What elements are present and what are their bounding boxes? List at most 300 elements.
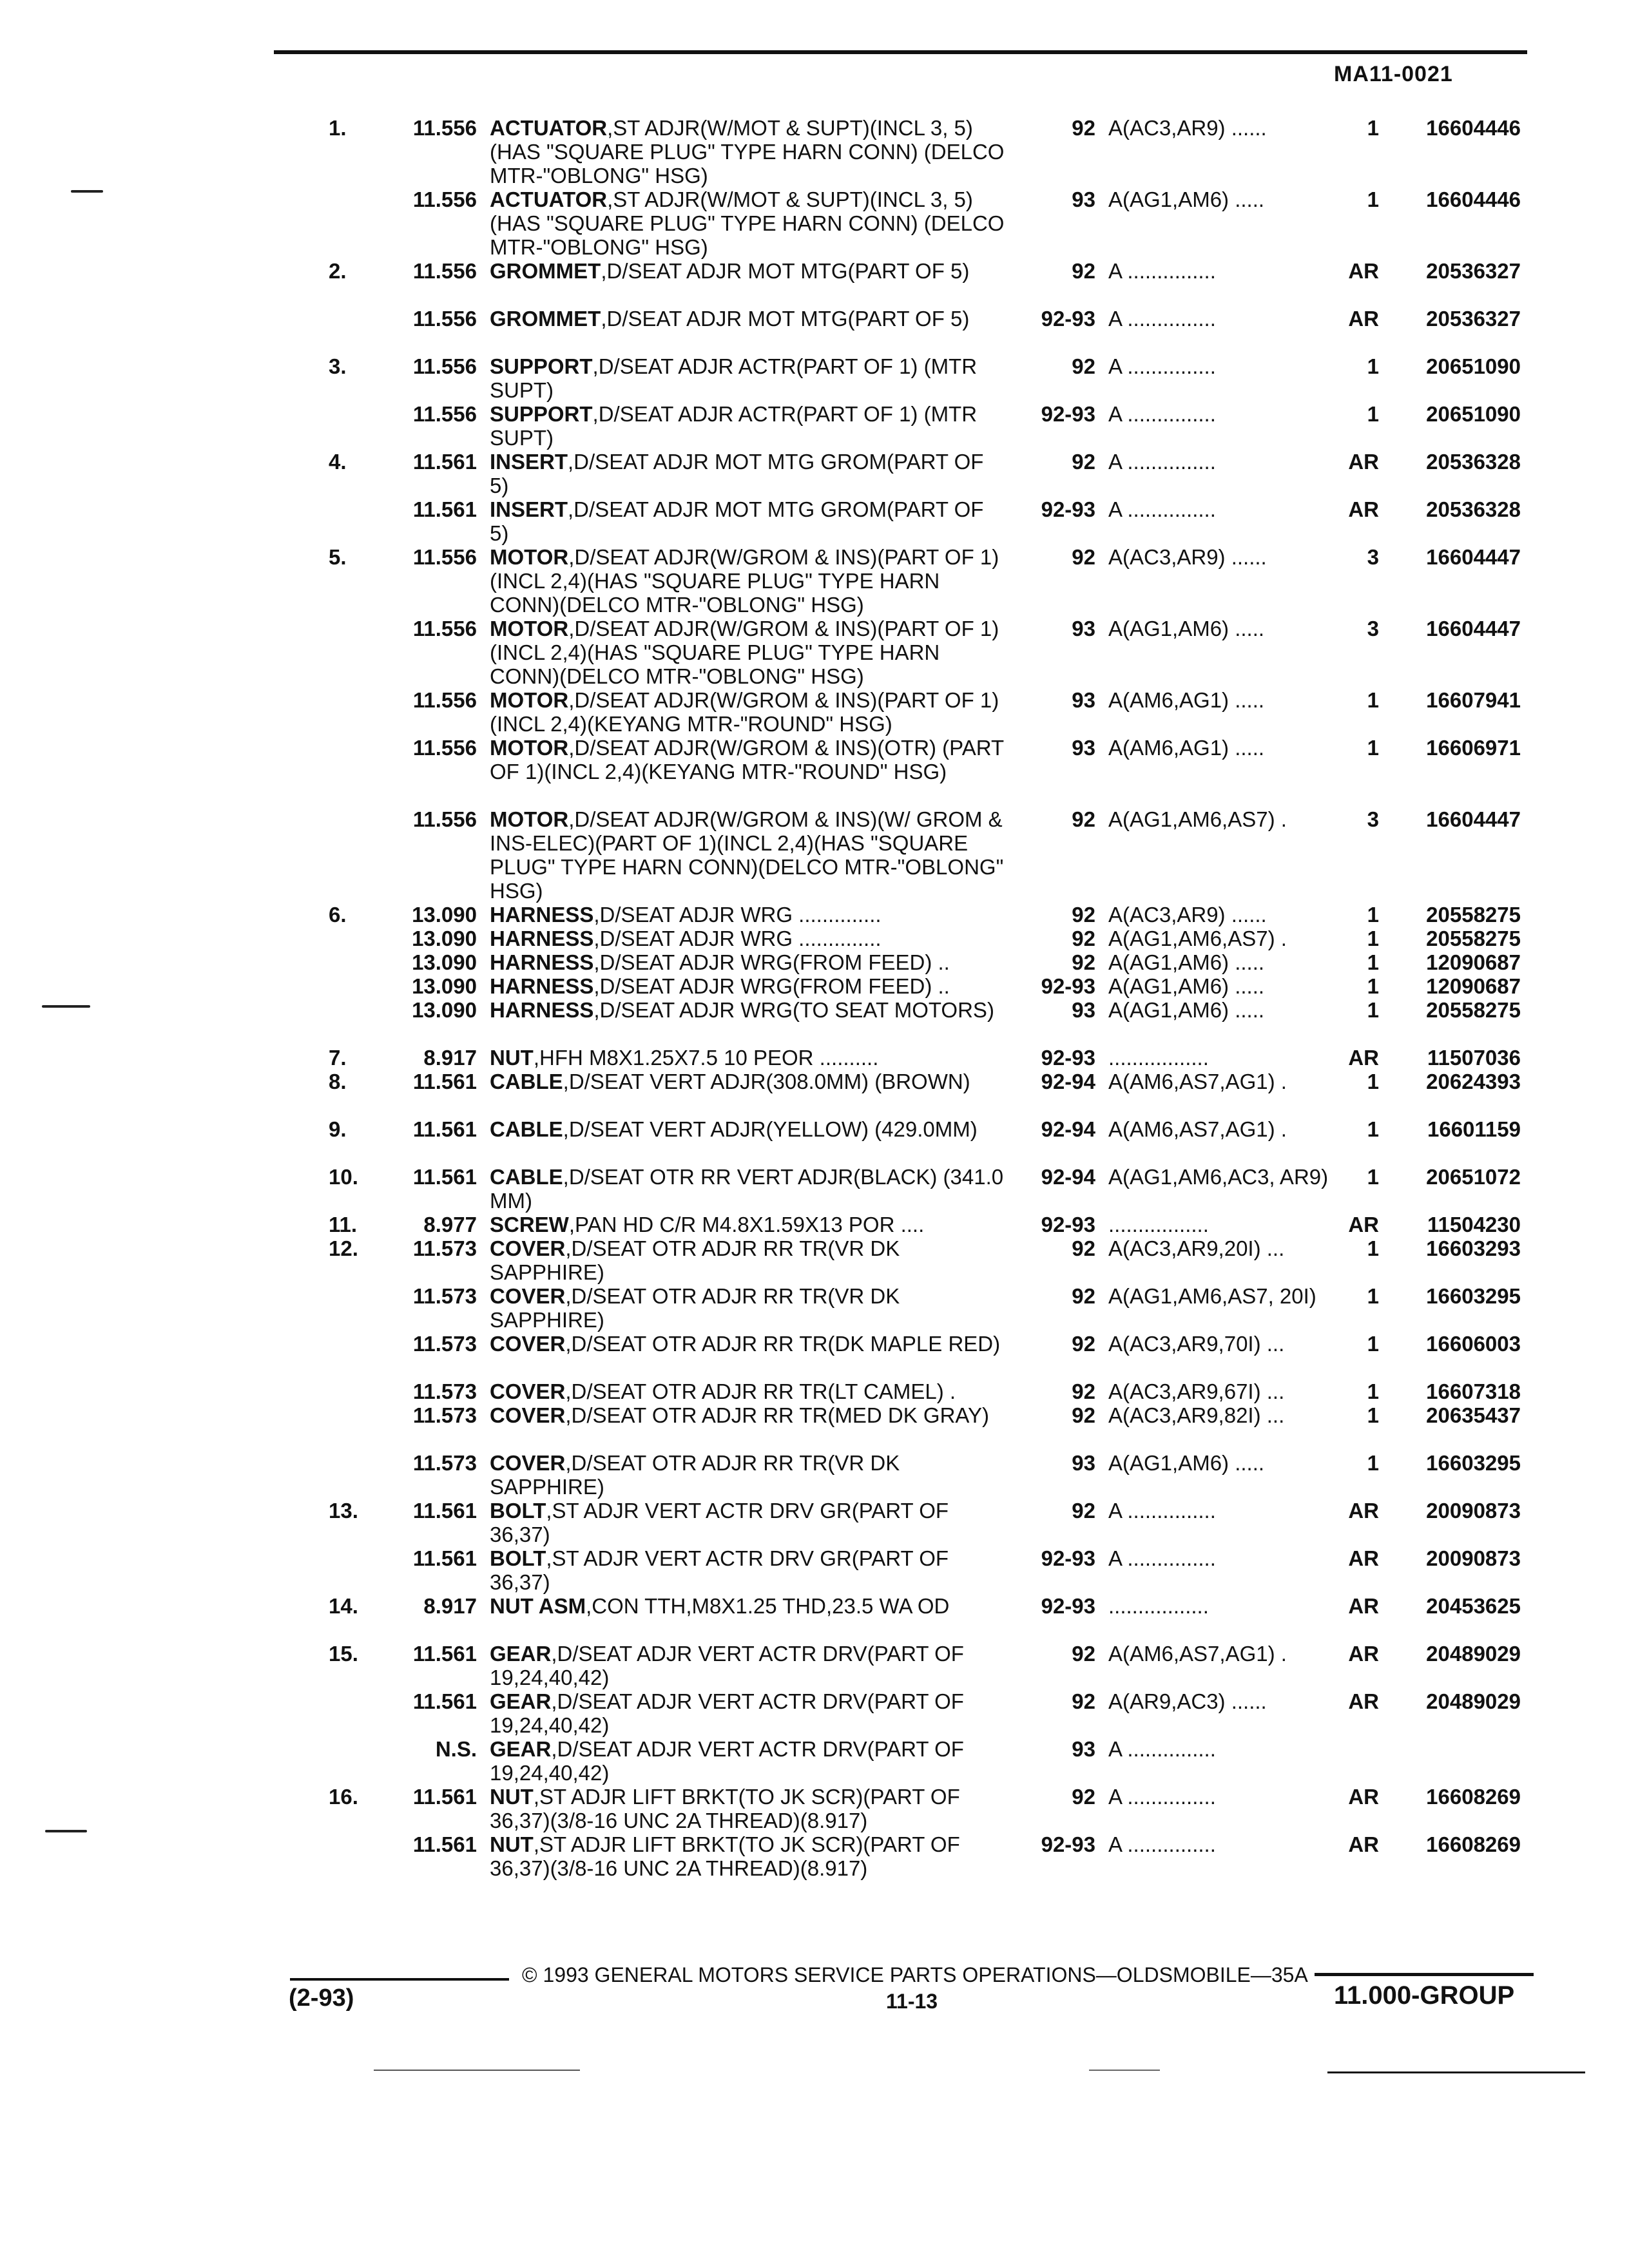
part-years: 93 (1072, 1451, 1095, 1475)
part-quantity: 1 (1367, 1236, 1379, 1260)
part-detail: ,ST ADJR LIFT BRKT(TO JK SCR)(PART OF 36,37)(3/8-16 UNC 2A THREAD)(8.917) (490, 1785, 960, 1832)
part-detail: ,D/SEAT ADJR(W/GROM & INS)(PART OF 1)(INCL 2,4)(KEYANG MTR-"ROUND" HSG) (490, 688, 999, 736)
part-group-number: 11.561 (412, 1165, 477, 1189)
part-years: 92 (1072, 354, 1095, 378)
part-description (490, 1689, 1005, 1737)
part-years: 92 (1072, 927, 1095, 950)
part-number: 16603293 (1426, 1236, 1521, 1260)
part-group-number: 11.573 (412, 1403, 477, 1427)
part-number: 20558275 (1426, 927, 1521, 950)
part-description (490, 1332, 1005, 1356)
part-detail: ,D/SEAT ADJR ACTR(PART OF 1) (MTR SUPT) (490, 354, 978, 402)
part-description (490, 1451, 1005, 1499)
part-number: 16603295 (1426, 1284, 1521, 1308)
part-body-usage: A(AM6,AS7,AG1) . (1108, 1117, 1287, 1141)
part-number: 20453625 (1426, 1594, 1521, 1618)
part-body-usage: A(AG1,AM6) ..... (1108, 950, 1265, 974)
part-years: 92 (1072, 450, 1095, 474)
part-body-usage: A(AG1,AM6,AS7, 20I) (1108, 1284, 1316, 1308)
part-years: 92-93 (1041, 1546, 1095, 1570)
part-row (0, 1689, 1629, 1737)
part-description (490, 1642, 1005, 1689)
part-number: 11507036 (1427, 1046, 1521, 1070)
part-body-usage: A(AC3,AR9,70I) ... (1108, 1332, 1285, 1356)
part-ref-number: 2. (329, 259, 347, 283)
part-quantity: 1 (1367, 927, 1379, 950)
part-description (490, 903, 1005, 927)
footer-copyright: © 1993 GENERAL MOTORS SERVICE PARTS OPERATIONS—OLDSMOBILE—35A (522, 1963, 1308, 1986)
part-years: 92 (1072, 545, 1095, 569)
part-description (490, 807, 1005, 903)
part-description (490, 497, 1005, 545)
part-row (0, 1236, 1629, 1284)
part-number: 16604447 (1426, 617, 1521, 640)
part-body-usage: A(AM6,AS7,AG1) . (1108, 1642, 1287, 1666)
part-name: HARNESS (490, 950, 594, 974)
part-row (0, 903, 1629, 927)
footer-rule-left (290, 1978, 509, 1981)
part-years: 92-93 (1041, 497, 1095, 521)
part-number: 20624393 (1426, 1070, 1521, 1093)
part-years: 92-93 (1041, 402, 1095, 426)
part-name: HARNESS (490, 903, 594, 927)
part-name: COVER (490, 1236, 566, 1260)
part-row (0, 1379, 1629, 1403)
part-name: INSERT (490, 497, 568, 521)
part-years: 92 (1072, 116, 1095, 140)
part-group-number: 13.090 (412, 903, 477, 927)
part-ref-number: 8. (329, 1070, 347, 1093)
part-years: 92 (1072, 1785, 1095, 1809)
part-row (0, 307, 1629, 354)
part-name: BOLT (490, 1499, 546, 1523)
part-number: 20489029 (1426, 1642, 1521, 1666)
part-name: SCREW (490, 1213, 569, 1236)
part-detail: ,D/SEAT ADJR MOT MTG GROM(PART OF 5) (490, 450, 984, 497)
part-detail: ,D/SEAT OTR ADJR RR TR(VR DK SAPPHIRE) (490, 1284, 900, 1332)
part-quantity: 1 (1367, 1165, 1379, 1189)
part-group-number: 13.090 (412, 974, 477, 998)
part-group-number: 11.556 (412, 307, 477, 331)
part-body-usage: A ............... (1108, 1546, 1216, 1570)
part-detail: ,D/SEAT ADJR WRG .............. (593, 903, 882, 927)
part-row (0, 974, 1629, 998)
footer-group: 11.000-GROUP (1334, 1981, 1515, 2010)
part-group-number: 11.561 (412, 497, 477, 521)
part-detail: ,HFH M8X1.25X7.5 10 PEOR .......... (533, 1046, 879, 1070)
part-name: COVER (490, 1451, 566, 1475)
part-number: 20558275 (1426, 998, 1521, 1022)
part-description (490, 998, 1005, 1022)
part-row (0, 497, 1629, 545)
part-row (0, 402, 1629, 450)
part-group-number: 11.561 (412, 1070, 477, 1093)
part-detail: ,D/SEAT ADJR VERT ACTR DRV(PART OF 19,24,40,42) (490, 1737, 964, 1785)
part-name: NUT (490, 1046, 534, 1070)
part-ref-number: 3. (329, 354, 347, 378)
header-rule (274, 50, 1527, 54)
part-description (490, 545, 1005, 617)
part-body-usage: A(AG1,AM6) ..... (1108, 617, 1265, 640)
part-number: 16607941 (1426, 688, 1521, 712)
part-quantity: 3 (1367, 545, 1379, 569)
part-years: 93 (1072, 617, 1095, 640)
part-number: 11504230 (1427, 1213, 1521, 1236)
part-years: 92-93 (1041, 1832, 1095, 1856)
part-body-usage: A(AC3,AR9,82I) ... (1108, 1403, 1285, 1427)
part-group-number: 11.556 (412, 617, 477, 640)
part-description (490, 187, 1005, 259)
part-body-usage: A ............... (1108, 354, 1216, 378)
part-name: NUT ASM (490, 1594, 586, 1618)
part-detail: ,D/SEAT ADJR VERT ACTR DRV(PART OF 19,24,40,42) (490, 1642, 964, 1689)
part-row (0, 617, 1629, 688)
part-ref-number: 9. (329, 1117, 347, 1141)
part-years: 92 (1072, 1236, 1095, 1260)
part-quantity: AR (1348, 1046, 1379, 1070)
part-body-usage: A(AM6,AS7,AG1) . (1108, 1070, 1287, 1093)
part-group-number: 11.556 (412, 736, 477, 760)
part-row (0, 1046, 1629, 1070)
part-name: GEAR (490, 1737, 552, 1761)
part-detail: ,D/SEAT ADJR VERT ACTR DRV(PART OF 19,24,40,42) (490, 1689, 964, 1737)
part-group-number: 11.573 (412, 1284, 477, 1308)
part-quantity: AR (1348, 497, 1379, 521)
part-name: COVER (490, 1284, 566, 1308)
part-quantity: AR (1348, 1546, 1379, 1570)
part-body-usage: A ............... (1108, 1737, 1216, 1761)
part-quantity: AR (1348, 1594, 1379, 1618)
part-body-usage: A ............... (1108, 307, 1216, 331)
part-row (0, 998, 1629, 1046)
part-detail: ,D/SEAT ADJR(W/GROM & INS)(OTR) (PART OF 1)(INCL 2,4)(KEYANG MTR-"ROUND" HSG) (490, 736, 1004, 783)
part-body-usage: A ............... (1108, 450, 1216, 474)
part-group-number: 11.561 (412, 1642, 477, 1666)
part-description (490, 1236, 1005, 1284)
part-number: 20536328 (1426, 497, 1521, 521)
part-detail: ,PAN HD C/R M4.8X1.59X13 POR .... (568, 1213, 925, 1236)
part-group-number: 11.561 (412, 1499, 477, 1523)
part-detail: ,D/SEAT ADJR WRG(TO SEAT MOTORS) (593, 998, 994, 1022)
part-years: 92-93 (1041, 1213, 1095, 1236)
part-name: NUT (490, 1785, 534, 1809)
part-ref-number: 4. (329, 450, 347, 474)
part-row (0, 927, 1629, 950)
part-body-usage: A ............... (1108, 1832, 1216, 1856)
part-description (490, 736, 1005, 783)
part-name: COVER (490, 1403, 566, 1427)
part-name: GROMMET (490, 307, 601, 331)
part-body-usage: A(AG1,AM6) ..... (1108, 974, 1265, 998)
part-name: HARNESS (490, 927, 594, 950)
part-name: MOTOR (490, 736, 569, 760)
part-row (0, 950, 1629, 974)
footer-rule-right (1315, 1973, 1534, 1976)
part-years: 92-93 (1041, 1046, 1095, 1070)
part-row (0, 1451, 1629, 1499)
part-detail: ,ST ADJR(W/MOT & SUPT)(INCL 3, 5)(HAS "SQUARE PLUG" TYPE HARN CONN) (DELCO MTR-"OBLONG" HSG) (490, 116, 1005, 187)
part-body-usage: A(AM6,AG1) ..... (1108, 688, 1265, 712)
part-detail: ,D/SEAT OTR RR VERT ADJR(BLACK) (341.0 MM) (490, 1165, 1004, 1213)
part-body-usage: ................. (1108, 1213, 1209, 1236)
part-name: HARNESS (490, 998, 594, 1022)
part-detail: ,D/SEAT OTR ADJR RR TR(DK MAPLE RED) (565, 1332, 1001, 1356)
part-years: 92 (1072, 1379, 1095, 1403)
part-group-number: 8.917 (423, 1046, 477, 1070)
part-group-number: 11.573 (412, 1451, 477, 1475)
part-years: 92-93 (1041, 307, 1095, 331)
part-description (490, 307, 1005, 331)
document-id: MA11-0021 (1334, 62, 1453, 86)
part-row (0, 1832, 1629, 1880)
part-quantity: AR (1348, 1499, 1379, 1523)
part-quantity: 1 (1367, 1403, 1379, 1427)
part-description (490, 116, 1005, 187)
part-years: 92-94 (1041, 1165, 1095, 1189)
part-group-number: 8.977 (423, 1213, 477, 1236)
part-description (490, 450, 1005, 497)
part-name: MOTOR (490, 617, 569, 640)
part-number: 12090687 (1426, 950, 1521, 974)
part-years: 92-93 (1041, 1594, 1095, 1618)
part-detail: ,D/SEAT ADJR(W/GROM & INS)(PART OF 1)(INCL 2,4)(HAS "SQUARE PLUG" TYPE HARN CONN)(DELCO MTR-"OBLONG" HSG) (490, 617, 999, 688)
part-body-usage: A ............... (1108, 497, 1216, 521)
part-description (490, 1785, 1005, 1832)
part-row (0, 1213, 1629, 1236)
part-group-number: 11.573 (412, 1332, 477, 1356)
part-body-usage: A(AR9,AC3) ...... (1108, 1689, 1267, 1713)
part-number: 20558275 (1426, 903, 1521, 927)
part-name: HARNESS (490, 974, 594, 998)
part-body-usage: A(AG1,AM6) ..... (1108, 187, 1265, 211)
part-detail: ,D/SEAT ADJR(W/GROM & INS)(W/ GROM & INS-ELEC)(PART OF 1)(INCL 2,4)(HAS "SQUARE PLUG" TYPE HARN CONN)(DELCO MTR-"OBLONG" HSG) (490, 807, 1004, 903)
part-body-usage: A ............... (1108, 402, 1216, 426)
part-row (0, 1594, 1629, 1642)
part-body-usage: A(AC3,AR9,67I) ... (1108, 1379, 1285, 1403)
part-years: 93 (1072, 187, 1095, 211)
part-row (0, 1284, 1629, 1332)
part-description (490, 1117, 1005, 1141)
part-body-usage: A ............... (1108, 1785, 1216, 1809)
part-name: GROMMET (490, 259, 601, 283)
part-detail: ,D/SEAT ADJR WRG .............. (593, 927, 882, 950)
part-row (0, 1070, 1629, 1117)
part-name: BOLT (490, 1546, 546, 1570)
part-detail: ,ST ADJR(W/MOT & SUPT)(INCL 3, 5)(HAS "SQUARE PLUG" TYPE HARN CONN) (DELCO MTR-"OBLONG" HSG) (490, 187, 1005, 259)
part-detail: ,D/SEAT ADJR(W/GROM & INS)(PART OF 1)(INCL 2,4)(HAS "SQUARE PLUG" TYPE HARN CONN)(DELCO MTR-"OBLONG" HSG) (490, 545, 999, 617)
footer-bottom-rule-c (1327, 2071, 1585, 2073)
part-group-number: 11.561 (412, 1785, 477, 1809)
part-row (0, 259, 1629, 307)
part-name: MOTOR (490, 807, 569, 831)
part-name: GEAR (490, 1689, 552, 1713)
part-quantity: 1 (1367, 1332, 1379, 1356)
part-description (490, 259, 1005, 283)
part-body-usage: ................. (1108, 1594, 1209, 1618)
part-quantity: 1 (1367, 354, 1379, 378)
part-number: 16604447 (1426, 545, 1521, 569)
part-ref-number: 14. (329, 1594, 358, 1618)
part-ref-number: 11. (329, 1213, 358, 1236)
part-quantity: 1 (1367, 1070, 1379, 1093)
part-body-usage: A(AG1,AM6,AS7) . (1108, 927, 1287, 950)
part-row (0, 450, 1629, 497)
part-group-number: 11.573 (412, 1379, 477, 1403)
part-name: COVER (490, 1379, 566, 1403)
part-quantity: 1 (1367, 903, 1379, 927)
part-years: 92 (1072, 807, 1095, 831)
part-body-usage: A ............... (1108, 1499, 1216, 1523)
part-quantity: AR (1348, 450, 1379, 474)
footer-date: (2-93) (289, 1984, 354, 2012)
part-detail: ,D/SEAT ADJR MOT MTG(PART OF 5) (601, 259, 970, 283)
part-body-usage: A(AG1,AM6) ..... (1108, 1451, 1265, 1475)
part-number: 16608269 (1426, 1832, 1521, 1856)
part-row (0, 1737, 1629, 1785)
part-detail: ,D/SEAT OTR ADJR RR TR(LT CAMEL) . (565, 1379, 956, 1403)
part-years: 92 (1072, 1403, 1095, 1427)
part-ref-number: 12. (329, 1236, 358, 1260)
part-quantity: 1 (1367, 187, 1379, 211)
part-number: 20536328 (1426, 450, 1521, 474)
part-name: COVER (490, 1332, 566, 1356)
part-description (490, 1594, 1005, 1618)
part-description (490, 1284, 1005, 1332)
part-detail: ,D/SEAT OTR ADJR RR TR(VR DK SAPPHIRE) (490, 1236, 900, 1284)
part-years: 92 (1072, 259, 1095, 283)
part-number: 20090873 (1426, 1546, 1521, 1570)
part-years: 92 (1072, 1642, 1095, 1666)
part-years: 92 (1072, 1332, 1095, 1356)
part-name: MOTOR (490, 545, 569, 569)
part-body-usage: A(AG1,AM6,AS7) . (1108, 807, 1287, 831)
part-row (0, 1499, 1629, 1546)
part-name: INSERT (490, 450, 568, 474)
part-description (490, 1070, 1005, 1093)
part-description (490, 1832, 1005, 1880)
part-detail: ,ST ADJR LIFT BRKT(TO JK SCR)(PART OF 36,37)(3/8-16 UNC 2A THREAD)(8.917) (490, 1832, 960, 1880)
part-years: 92-93 (1041, 974, 1095, 998)
part-description (490, 688, 1005, 736)
part-name: SUPPORT (490, 354, 593, 378)
part-name: CABLE (490, 1165, 563, 1189)
part-detail: ,CON TTH,M8X1.25 THD,23.5 WA OD (586, 1594, 950, 1618)
part-body-usage: A(AC3,AR9) ...... (1108, 903, 1267, 927)
part-quantity: AR (1348, 1213, 1379, 1236)
part-ref-number: 6. (329, 903, 347, 927)
part-description (490, 354, 1005, 402)
part-detail: ,D/SEAT OTR ADJR RR TR(MED DK GRAY) (565, 1403, 989, 1427)
part-years: 93 (1072, 998, 1095, 1022)
part-description (490, 974, 1005, 998)
part-number: 20651090 (1426, 354, 1521, 378)
part-number: 20536327 (1426, 259, 1521, 283)
part-description (490, 617, 1005, 688)
part-body-usage: A ............... (1108, 259, 1216, 283)
part-group-number: 11.561 (412, 1117, 477, 1141)
part-ref-number: 15. (329, 1642, 358, 1666)
part-quantity: 1 (1367, 402, 1379, 426)
part-quantity: 3 (1367, 617, 1379, 640)
part-years: 92 (1072, 1689, 1095, 1713)
part-group-number: N.S. (435, 1737, 477, 1761)
part-group-number: 11.556 (412, 187, 477, 211)
part-name: ACTUATOR (490, 116, 608, 140)
part-number: 20651090 (1426, 402, 1521, 426)
part-years: 92 (1072, 903, 1095, 927)
part-number: 20090873 (1426, 1499, 1521, 1523)
part-row (0, 1117, 1629, 1165)
part-description (490, 1546, 1005, 1594)
part-quantity: AR (1348, 259, 1379, 283)
part-description (490, 1046, 1005, 1070)
part-name: ACTUATOR (490, 187, 608, 211)
part-group-number: 13.090 (412, 950, 477, 974)
part-group-number: 13.090 (412, 927, 477, 950)
part-quantity: 3 (1367, 807, 1379, 831)
part-number: 16604446 (1426, 187, 1521, 211)
part-ref-number: 13. (329, 1499, 358, 1523)
part-name: CABLE (490, 1117, 563, 1141)
part-name: NUT (490, 1832, 534, 1856)
part-quantity: 1 (1367, 688, 1379, 712)
part-name: MOTOR (490, 688, 569, 712)
part-years: 93 (1072, 688, 1095, 712)
part-description (490, 1403, 1005, 1427)
part-row (0, 1785, 1629, 1832)
part-quantity: 1 (1367, 1451, 1379, 1475)
part-number: 12090687 (1426, 974, 1521, 998)
part-quantity: AR (1348, 1642, 1379, 1666)
part-number: 16608269 (1426, 1785, 1521, 1809)
part-detail: ,ST ADJR VERT ACTR DRV GR(PART OF 36,37) (490, 1546, 949, 1594)
part-description (490, 950, 1005, 974)
part-group-number: 11.573 (412, 1236, 477, 1260)
part-quantity: AR (1348, 1832, 1379, 1856)
part-number: 16606971 (1426, 736, 1521, 760)
part-description (490, 927, 1005, 950)
part-number: 20536327 (1426, 307, 1521, 331)
part-group-number: 11.556 (412, 688, 477, 712)
part-ref-number: 10. (329, 1165, 358, 1189)
part-years: 92 (1072, 1499, 1095, 1523)
part-quantity: 1 (1367, 974, 1379, 998)
part-ref-number: 1. (329, 116, 347, 140)
part-quantity: 1 (1367, 950, 1379, 974)
part-row (0, 736, 1629, 807)
part-number: 16607318 (1426, 1379, 1521, 1403)
part-body-usage: ................. (1108, 1046, 1209, 1070)
part-quantity: 1 (1367, 1379, 1379, 1403)
part-body-usage: A(AG1,AM6) ..... (1108, 998, 1265, 1022)
part-quantity: AR (1348, 1689, 1379, 1713)
part-group-number: 11.561 (412, 1832, 477, 1856)
part-quantity: AR (1348, 1785, 1379, 1809)
part-years: 92-94 (1041, 1070, 1095, 1093)
part-detail: ,D/SEAT ADJR WRG(FROM FEED) .. (593, 974, 950, 998)
part-group-number: 13.090 (412, 998, 477, 1022)
part-row (0, 1165, 1629, 1213)
part-row (0, 187, 1629, 259)
part-quantity: 1 (1367, 116, 1379, 140)
part-group-number: 11.556 (412, 259, 477, 283)
part-row (0, 1642, 1629, 1689)
part-years: 92-94 (1041, 1117, 1095, 1141)
part-quantity: AR (1348, 307, 1379, 331)
part-row (0, 354, 1629, 402)
part-row (0, 545, 1629, 617)
part-detail: ,D/SEAT ADJR ACTR(PART OF 1) (MTR SUPT) (490, 402, 978, 450)
